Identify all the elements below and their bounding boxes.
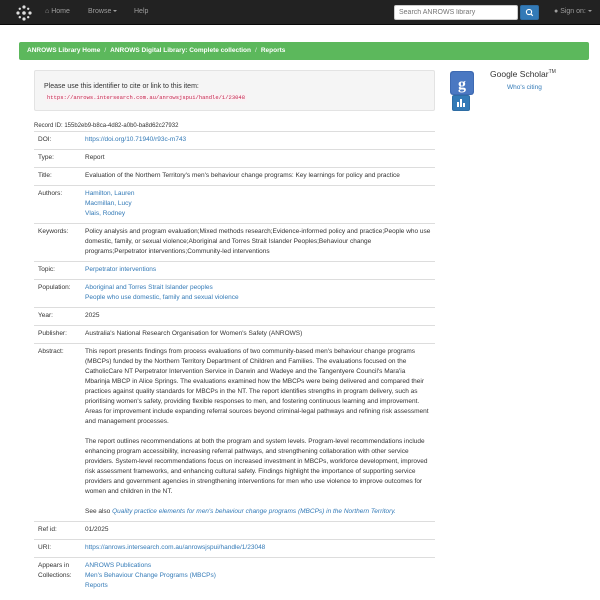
search-button[interactable] [520,5,539,20]
population-link[interactable]: People who use domestic, family and sexual violence [85,294,239,301]
dspace-logo-icon[interactable] [16,5,32,21]
nav-browse[interactable]: Browse [88,8,117,15]
table-row [34,186,435,224]
table-row [34,522,435,540]
collection-link[interactable]: ANROWS Publications [85,562,152,569]
google-scholar-logo[interactable] [450,71,474,95]
collection-link[interactable]: Reports [85,582,108,589]
keywords-value: Policy analysis and program evaluation;Mixed methods research;Evidence-informed policy and practice;People who use domestic, family, or sexual violence;Aboriginal and Torres Strait Islander Peoples;Behaviour change programs;Perpetrator interventions;Community-led interventions [81,224,435,262]
table-row [34,132,435,150]
svg-text:g: g [458,76,466,93]
field-label: Publisher: [34,326,81,344]
identifier-label: Please use this identifier to cite or link to this item: [44,83,199,90]
google-scholar-title[interactable]: Google Scholar™ [490,69,556,79]
chevron-down-icon [588,10,592,12]
table-row [34,168,435,186]
breadcrumb-separator: / [255,47,257,54]
field-label: URI: [34,540,81,558]
field-label: Year: [34,308,81,326]
field-label: Abstract: [34,344,81,522]
paragraph-gap [85,497,431,507]
breadcrumb-reports[interactable]: Reports [260,47,286,54]
identifier-panel [34,70,435,111]
field-label: DOI: [34,132,81,150]
breadcrumb-collection[interactable]: ANROWS Digital Library: Complete collection [110,47,251,54]
google-scholar-icon [450,71,474,95]
author-link[interactable]: Hamilton, Lauren [85,190,135,197]
table-row [34,262,435,280]
nav-home[interactable]: ⌂ Home [45,8,70,15]
item-metadata-table [34,131,435,595]
author-link[interactable]: Macmillan, Lucy [85,200,132,207]
field-label: Ref id: [34,522,81,540]
bar-chart-icon [453,96,469,110]
table-row [34,224,435,262]
see-also-line: See also Quality practice elements for men's behaviour change programs (MBCPs) in the Northern Territory. [85,508,396,515]
table-row [34,280,435,308]
paragraph-gap [85,427,431,437]
field-label: Appears in Collections: [34,558,81,596]
field-label: Title: [34,168,81,186]
search-icon [521,6,538,19]
user-icon: ● [554,8,559,15]
breadcrumb-home[interactable]: ANROWS Library Home [27,47,101,54]
collection-link[interactable]: Men's Behaviour Change Programs (MBCPs) [85,572,216,579]
table-row [34,150,435,168]
ref-id-value: 01/2025 [81,522,435,540]
type-value: Report [81,150,435,168]
sign-on-menu[interactable]: ● Sign on: [554,8,592,15]
top-navbar [0,0,600,25]
table-row [34,326,435,344]
home-icon: ⌂ [45,8,50,15]
topic-link[interactable]: Perpetrator interventions [85,266,157,273]
table-row [34,344,435,522]
search-input[interactable] [394,5,518,20]
chevron-down-icon [113,10,117,12]
abstract-paragraph: This report presents findings from process evaluations of two community-based men's behaviour change programs (MBCPs) funded by the Northern Territory Department of Children and Families. The evaluations focused on the CatholicCare NT Perpetrator Intervention Service in Darwin and Wadeye and the Tangentyere Council's Mara'ia Mbarinja MBCP in Alice Springs. The evaluations examined how the MBCPs were being delivered and compared their practices against quality standards for MBCPs in the NT. The report identifies strengths in program delivery, such as prioritising women's safety, providing flexible responses to men, and fostering continuous learning and improvement. Areas for improvement include expanding referral sources beyond criminal-legal pathways and refining risk assessment and management processes. [85,348,429,425]
field-label: Type: [34,150,81,168]
doi-link[interactable]: https://doi.org/10.71940/r93c-m743 [85,136,187,143]
table-row [34,540,435,558]
uri-link[interactable]: https://anrows.intersearch.com.au/anrowsjspui/handle/1/23048 [85,544,266,551]
title-value: Evaluation of the Northern Territory's men's behaviour change programs: Key learnings for policy and practice [81,168,435,186]
field-label: Topic: [34,262,81,280]
whos-citing-link[interactable]: Who's citing [507,84,542,91]
population-link[interactable]: Aboriginal and Torres Strait Islander peoples [85,284,213,291]
statistics-button[interactable] [452,95,470,111]
field-label: Population: [34,280,81,308]
see-also-link[interactable]: Quality practice elements for men's behaviour change programs (MBCPs) in the Northern Territory. [112,508,396,515]
abstract-paragraph: The report outlines recommendations at both the program and system levels. Program-level recommendations include enhancing program accessibility, increasing referral pathways, and strengthening collaboration with other service providers. System-level recommendations focus on increased investment in MBCPs, workforce development, improved risk assessment frameworks, and enhancing cultural safety. Findings highlight the importance of supporting service providers and government agencies in strengthening interventions for men who use violence to improve outcomes for women and children in the NT. [85,438,428,495]
field-label: Keywords: [34,224,81,262]
identifier-url[interactable]: https://anrows.intersearch.com.au/anrowsjspui/handle/1/23048 [47,94,246,101]
record-id: Record ID: 155b2eb9-b8ca-4d82-a0b0-ba8d62c27932 [34,123,179,129]
nav-help[interactable]: Help [134,8,149,15]
breadcrumb-separator: / [104,47,107,54]
author-link[interactable]: Vlais, Rodney [85,210,126,217]
table-row [34,308,435,326]
breadcrumb [19,42,589,60]
publisher-value: Australia's National Research Organisation for Women's Safety (ANROWS) [81,326,435,344]
table-row [34,558,435,596]
field-label: Authors: [34,186,81,224]
year-value: 2025 [81,308,435,326]
